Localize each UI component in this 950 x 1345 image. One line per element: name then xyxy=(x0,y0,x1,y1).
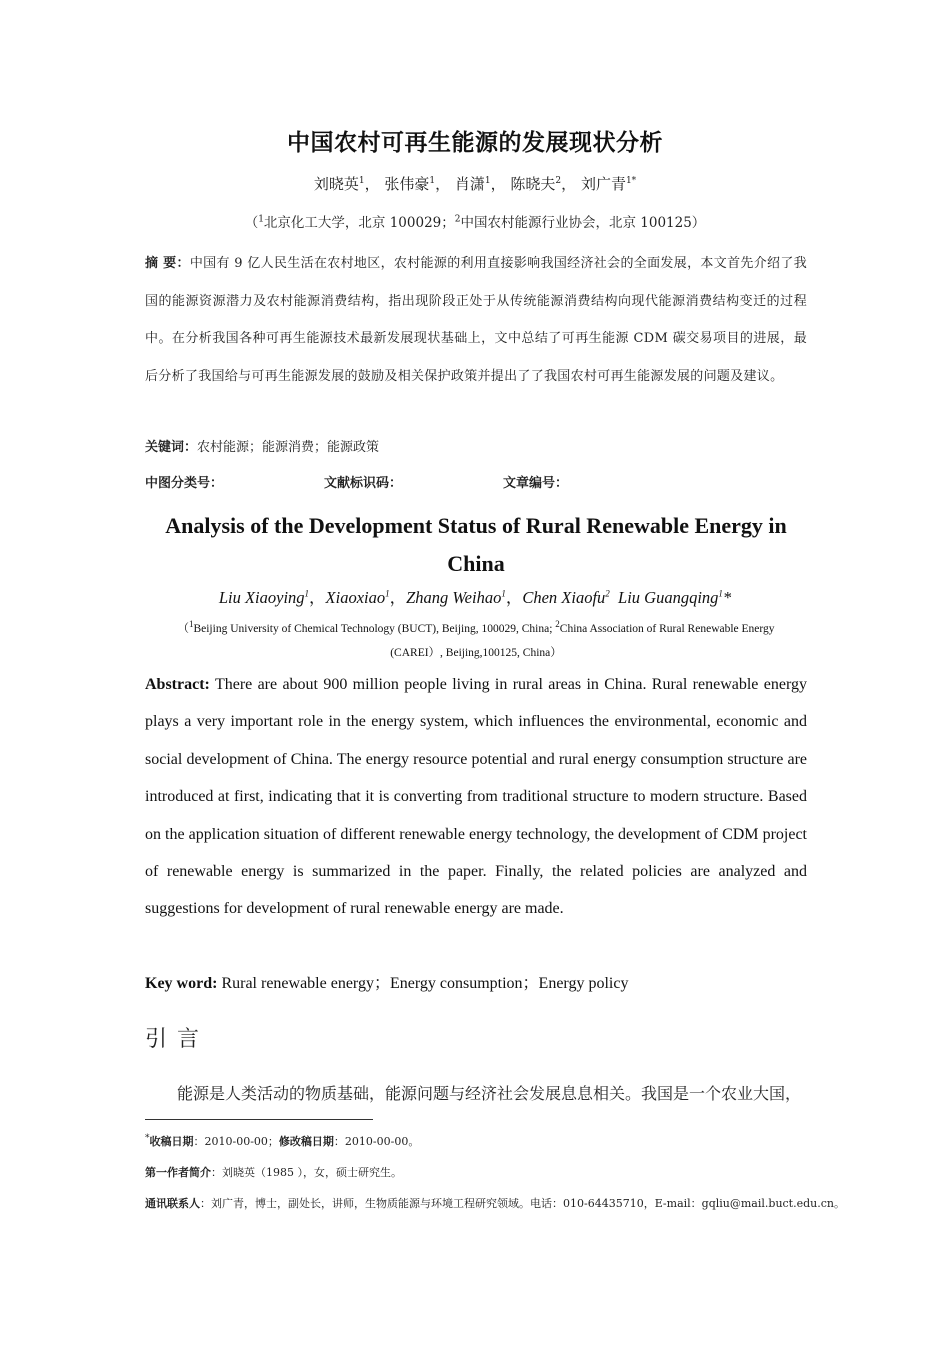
english-abstract xyxy=(145,666,807,928)
revised-date-label: 修改稿日期 xyxy=(278,1135,334,1148)
paren-open: （ xyxy=(244,215,259,231)
keywords-label: Key word: xyxy=(145,975,218,992)
author-name: 陈晓夫 xyxy=(510,175,556,193)
keywords-text: Rural renewable energy；Energy consumption；Energy policy xyxy=(221,975,629,992)
author-separator: ， xyxy=(389,588,407,607)
author-name: Liu Xiaoying xyxy=(218,588,305,607)
document-code-label: 文献标识码： xyxy=(324,476,403,491)
footnote-dates xyxy=(145,1133,815,1149)
english-author-list xyxy=(0,584,950,608)
abstract-label: Abstract: xyxy=(145,676,210,693)
author-affiliation-mark: 1 xyxy=(358,176,365,186)
author-affiliation-mark: 1 xyxy=(385,588,390,599)
keywords-label: 关键词： xyxy=(145,440,198,455)
author-affiliation-mark: 1 xyxy=(304,588,310,599)
abstract-text: 中国有 9 亿人民生活在农村地区，农村能源的利用直接影响我国经济社会的全面发展，本文首先介绍了我国的能源资源潜力及农村能源消费结构，指出现阶段正处于从传统能源消费结构向现代能源消费结构变迁的过程中。在分析我国各种可再生能源技术最新发展现状基础上，文中总结了可再生能源 CDM 碳交易项目的进展，最后分析了我国给与可再生能源发展的鼓励及相关保护政策并提出了了我国农村可再生能源发展的问题及建议。 xyxy=(145,256,808,384)
chinese-affiliation xyxy=(0,211,950,231)
article-number-label: 文章编号： xyxy=(503,476,569,491)
first-author-value: ：刘晓英（1985 ），女，硕士研究生。 xyxy=(211,1166,402,1179)
contact-label: 通讯联系人 xyxy=(145,1197,200,1210)
corresponding-author-mark: * xyxy=(722,588,732,607)
author-name: Liu Guangqing xyxy=(618,588,719,607)
author-name: Zhang Weihao xyxy=(406,588,502,607)
footnote-first-author xyxy=(145,1164,815,1180)
affiliation-text: 北京化工大学，北京 100029； xyxy=(263,215,455,231)
footnote-divider xyxy=(145,1119,373,1120)
affiliation-mark: 1 xyxy=(188,619,194,630)
author-name: Xiaoxiao xyxy=(325,588,386,607)
footnote-contact xyxy=(145,1195,845,1211)
author-separator: ， xyxy=(309,588,326,607)
received-date-label: 收稿日期 xyxy=(149,1135,194,1148)
author-name: Chen Xiaofu xyxy=(522,588,606,607)
english-title: Analysis of the Development Status of Rural Renewable Energy in China xyxy=(165,513,787,576)
affiliation-text: Beijing University of Chemical Technology (BUCT), Beijing, 100029, China; xyxy=(193,623,556,635)
english-keywords xyxy=(145,970,807,993)
author-affiliation-mark: 2 xyxy=(605,588,610,599)
author-name: 刘晓英 xyxy=(313,175,359,193)
author-affiliation-mark: 1* xyxy=(625,176,637,186)
footnote-mark: * xyxy=(145,1133,150,1144)
chinese-author-list: 刘晓英$^1$， 张伟豪$^1$， 肖潇$^1$， 陈晓夫$^2$， 刘广青$^{1*}$ xyxy=(313,175,637,193)
author-separator: ， xyxy=(505,588,523,607)
affiliation-text: 中国农村能源行业协会，北京 100125） xyxy=(460,215,706,231)
abstract-label: 摘 要： xyxy=(145,256,190,271)
revised-date-value: ：2010-00-00。 xyxy=(333,1135,420,1148)
affiliation-text: China Association of Rural Renewable Energy (CAREI）, Beijing,100125, China） xyxy=(390,623,775,659)
author-name: 张伟豪 xyxy=(384,175,430,193)
intro-paragraph: 能源是人类活动的物质基础，能源问题与经济社会发展息息相关。我国是一个农业大国， xyxy=(177,1084,802,1103)
classification-row xyxy=(145,472,807,492)
class-number-label: 中图分类号： xyxy=(145,476,224,491)
author-affiliation-mark: 1 xyxy=(484,176,491,186)
affiliation-mark: 1 xyxy=(258,214,264,225)
chinese-abstract xyxy=(145,245,807,395)
author-affiliation-mark: 1 xyxy=(501,588,506,599)
contact-value: ：刘广青，博士，副处长，讲师，生物质能源与环境工程研究领域。电话：010-64435710，E-mail：gqliu@mail.buct.edu.cn。 xyxy=(200,1197,845,1210)
english-affiliation xyxy=(150,617,802,665)
first-author-label: 第一作者简介 xyxy=(145,1166,211,1179)
author-name: 刘广青 xyxy=(580,175,626,193)
author-name: 肖潇 xyxy=(454,175,485,193)
author-separator xyxy=(610,588,618,607)
keywords-text: 农村能源；能源消费；能源政策 xyxy=(197,440,380,455)
chinese-title: 中国农村可再生能源的发展现状分析 xyxy=(287,130,663,156)
affiliation-mark: 2 xyxy=(454,214,461,225)
author-affiliation-mark: 1 xyxy=(718,588,723,599)
chinese-keywords xyxy=(145,436,807,455)
section-heading: 引言 xyxy=(145,1027,210,1052)
author-affiliation-mark: 1 xyxy=(429,176,436,186)
affiliation-mark: 2 xyxy=(555,619,560,630)
paren-open: （ xyxy=(177,623,189,635)
author-affiliation-mark: 2 xyxy=(555,176,562,186)
received-date-value: ：2010-00-00； xyxy=(193,1135,279,1148)
abstract-text: There are about 900 million people living in rural areas in China. Rural renewable energy plays a very important role in the energy system, which influences the environmental, economic and social development of China. The energy resource potential and rural energy consumption structure are introduced at first, indicating that it is converting from traditional structure to modern structure. Based on the application situation of different renewable energy technology, the development of CDM project of renewable energy is summarized in the paper. Finally, the related policies are analyzed and suggestions for development of rural renewable energy are made. xyxy=(145,676,807,918)
